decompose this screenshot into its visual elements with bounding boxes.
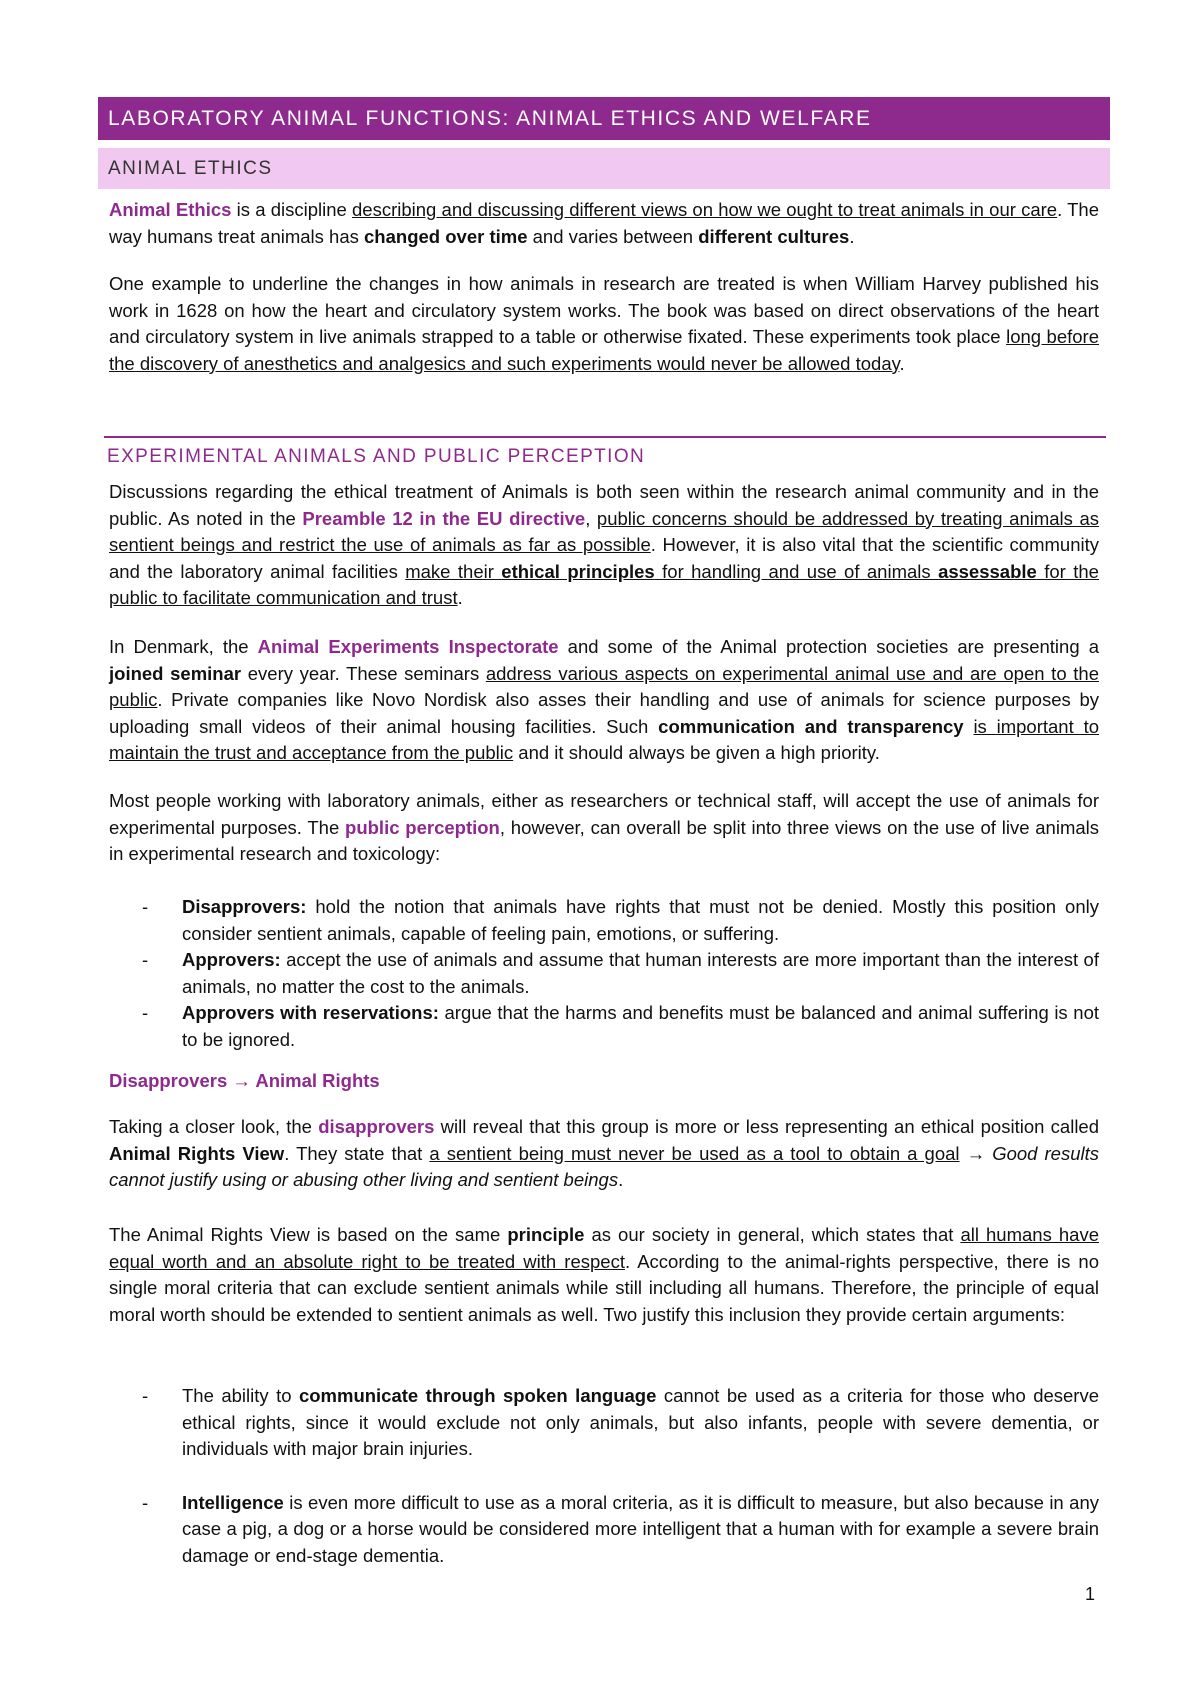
text: One example to underline the changes in how animals in research are treated is when William Harvey published his work in 1628 on how the heart and circulatory system works. The book was based on direct observations of the heart and circulatory system in live animals strapped to a table or otherwise fixated. These experiments took place xyxy=(109,273,1099,348)
term-disapprovers: disapprovers xyxy=(318,1116,435,1137)
underlined-text: address various aspects on experimental animal use and are open to the public xyxy=(109,662,1099,711)
arguments-list xyxy=(109,1383,1099,1570)
underlined-text: describing and discussing different views on how we ought to treat animals in our care xyxy=(352,199,1058,220)
list-item xyxy=(109,1490,1099,1570)
text: as our society in general, which states that xyxy=(584,1224,961,1245)
section-heading-public-perception: EXPERIMENTAL ANIMALS AND PUBLIC PERCEPTION xyxy=(107,446,646,467)
text: make their xyxy=(405,560,502,582)
paragraph-william-harvey xyxy=(109,271,1099,377)
paragraph-discussions xyxy=(109,479,1099,612)
underlined-text: public concerns should be addressed by treating animals as sentient beings and restrict the use of animals as far as possible xyxy=(109,507,1100,556)
text: . They state that xyxy=(284,1142,430,1164)
term-public-perception: public perception xyxy=(345,816,500,838)
underlined-text: a sentient being must never be used as a tool to obtain a goal xyxy=(429,1142,960,1164)
page-number: 1 xyxy=(1085,1584,1096,1604)
text: and varies between xyxy=(527,225,699,247)
text: for the public to facilitate communication and trust xyxy=(109,560,1099,609)
list-item-text: The ability to xyxy=(182,1385,299,1406)
paragraph-animal-rights-view xyxy=(109,1222,1099,1328)
paragraph-animal-ethics-definition xyxy=(109,197,1099,250)
bold-text: changed over time xyxy=(364,225,528,247)
term-animal-ethics: Animal Ethics xyxy=(109,199,232,220)
text: . xyxy=(457,587,463,609)
text: will reveal that this group is more or less representing an ethical position called xyxy=(434,1116,1100,1137)
text: Most people working with laboratory animals, either as researchers or technical staff, will accept the use of animals for experimental purposes. The xyxy=(109,790,1099,838)
bold-text: communication and transparency xyxy=(658,715,964,737)
list-dash: - xyxy=(142,1002,149,1024)
text: , however, can overall be split into three views on the use of live animals in experimental research and toxicology: xyxy=(109,816,1099,865)
underlined-text: long before the discovery of anesthetics and analgesics and such experiments would never be allowed today xyxy=(109,326,1099,374)
text xyxy=(964,716,974,737)
text: , xyxy=(585,507,597,529)
bold-text: different cultures xyxy=(698,225,850,247)
list-item xyxy=(109,894,1099,947)
text: . However, it is also vital that the scientific community and the laboratory animal facilities xyxy=(109,534,1099,582)
text: . xyxy=(849,225,855,247)
list-item xyxy=(109,1000,1099,1053)
views-list xyxy=(109,894,1099,1054)
section-divider xyxy=(104,436,1106,438)
text: Taking a closer look, the xyxy=(109,1116,319,1137)
term-inspectorate: Animal Experiments Inspectorate xyxy=(257,636,559,657)
subheading-animal-rights: Disapprovers → Animal Rights xyxy=(109,1070,380,1091)
list-item-text: accept the use of animals and assume that human interests are more important than the interest of animals, no matter the cost to the animals. xyxy=(182,949,1099,997)
text: In Denmark, the xyxy=(109,636,258,657)
bold-text: Animal Rights View xyxy=(109,1142,285,1164)
text: for handling and use of animals xyxy=(654,560,939,582)
text: . According to the animal-rights perspective, there is no single moral criteria that can exclude sentient animals while still including all humans. Therefore, the principle of equal moral worth should be extended to sentient animals as well. Two justify this inclusion they provide certain arguments: xyxy=(109,1250,1099,1325)
text: → xyxy=(959,1142,993,1164)
text: and it should always be given a high priority. xyxy=(513,742,880,764)
list-item xyxy=(109,1383,1099,1463)
text: every year. These seminars xyxy=(241,662,486,684)
term-preamble: Preamble 12 in the EU directive xyxy=(302,507,586,529)
paragraph-disapprovers xyxy=(109,1114,1099,1194)
paragraph-public-perception xyxy=(109,788,1099,868)
bold-text: assessable xyxy=(938,560,1037,582)
text: The Animal Rights View is based on the same xyxy=(109,1224,508,1245)
text: and some of the Animal protection societies are presenting a xyxy=(558,636,1099,657)
text: . xyxy=(899,352,905,374)
underlined-text: all humans have equal worth and an absolute right to be treated with respect xyxy=(109,1224,1099,1272)
list-dash: - xyxy=(142,1491,149,1513)
paragraph-denmark xyxy=(109,634,1099,767)
list-dash: - xyxy=(142,949,149,971)
list-item-label: communicate through spoken language xyxy=(298,1385,657,1406)
document-title: LABORATORY ANIMAL FUNCTIONS: ANIMAL ETHICS AND WELFARE xyxy=(98,97,1110,140)
list-item-text: argue that the harms and benefits must be balanced and animal suffering is not to be ignored. xyxy=(182,1002,1099,1050)
list-dash: - xyxy=(142,896,149,917)
list-item-text: hold the notion that animals have rights that must not be denied. Mostly this position only consider sentient animals, capable of feeling pain, emotions, or suffering. xyxy=(182,896,1099,944)
bold-text: joined seminar xyxy=(109,662,242,684)
list-item-text: cannot be used as a criteria for those who deserve ethical rights, since it would exclude not only animals, but also infants, people with severe dementia, or individuals with major brain injuries. xyxy=(182,1385,1100,1460)
text: . Private companies like Novo Nordisk also asses their handling and use of animals for science purposes by uploading small videos of their animal housing facilities. Such xyxy=(109,689,1099,737)
bold-text: principle xyxy=(507,1224,585,1245)
text: is a discipline xyxy=(231,199,353,220)
list-item-label: Disapprovers: xyxy=(182,896,307,917)
section-heading-animal-ethics: ANIMAL ETHICS xyxy=(98,148,1110,189)
bold-text: ethical principles xyxy=(501,560,655,582)
list-item-label: Intelligence xyxy=(182,1491,284,1513)
list-dash: - xyxy=(142,1385,149,1406)
list-item xyxy=(109,947,1099,1000)
italic-text: Good results cannot justify using or abusing other living and sentient beings xyxy=(109,1142,1100,1191)
underlined-text: is important to maintain the trust and acceptance from the public xyxy=(109,715,1099,764)
text: . The way humans treat animals has xyxy=(109,199,1100,247)
list-item-text: is even more difficult to use as a moral criteria, as it is difficult to measure, but also because in any case a pig, a dog or a horse would be considered more intelligent that a human with for example a severe brain damage or end-stage dementia. xyxy=(182,1491,1099,1566)
list-item-label: Approvers with reservations: xyxy=(182,1002,439,1024)
list-item-label: Approvers: xyxy=(182,949,281,971)
text: . xyxy=(618,1169,624,1191)
text: Discussions regarding the ethical treatment of Animals is both seen within the research animal community and in the public. As noted in the xyxy=(109,481,1099,529)
